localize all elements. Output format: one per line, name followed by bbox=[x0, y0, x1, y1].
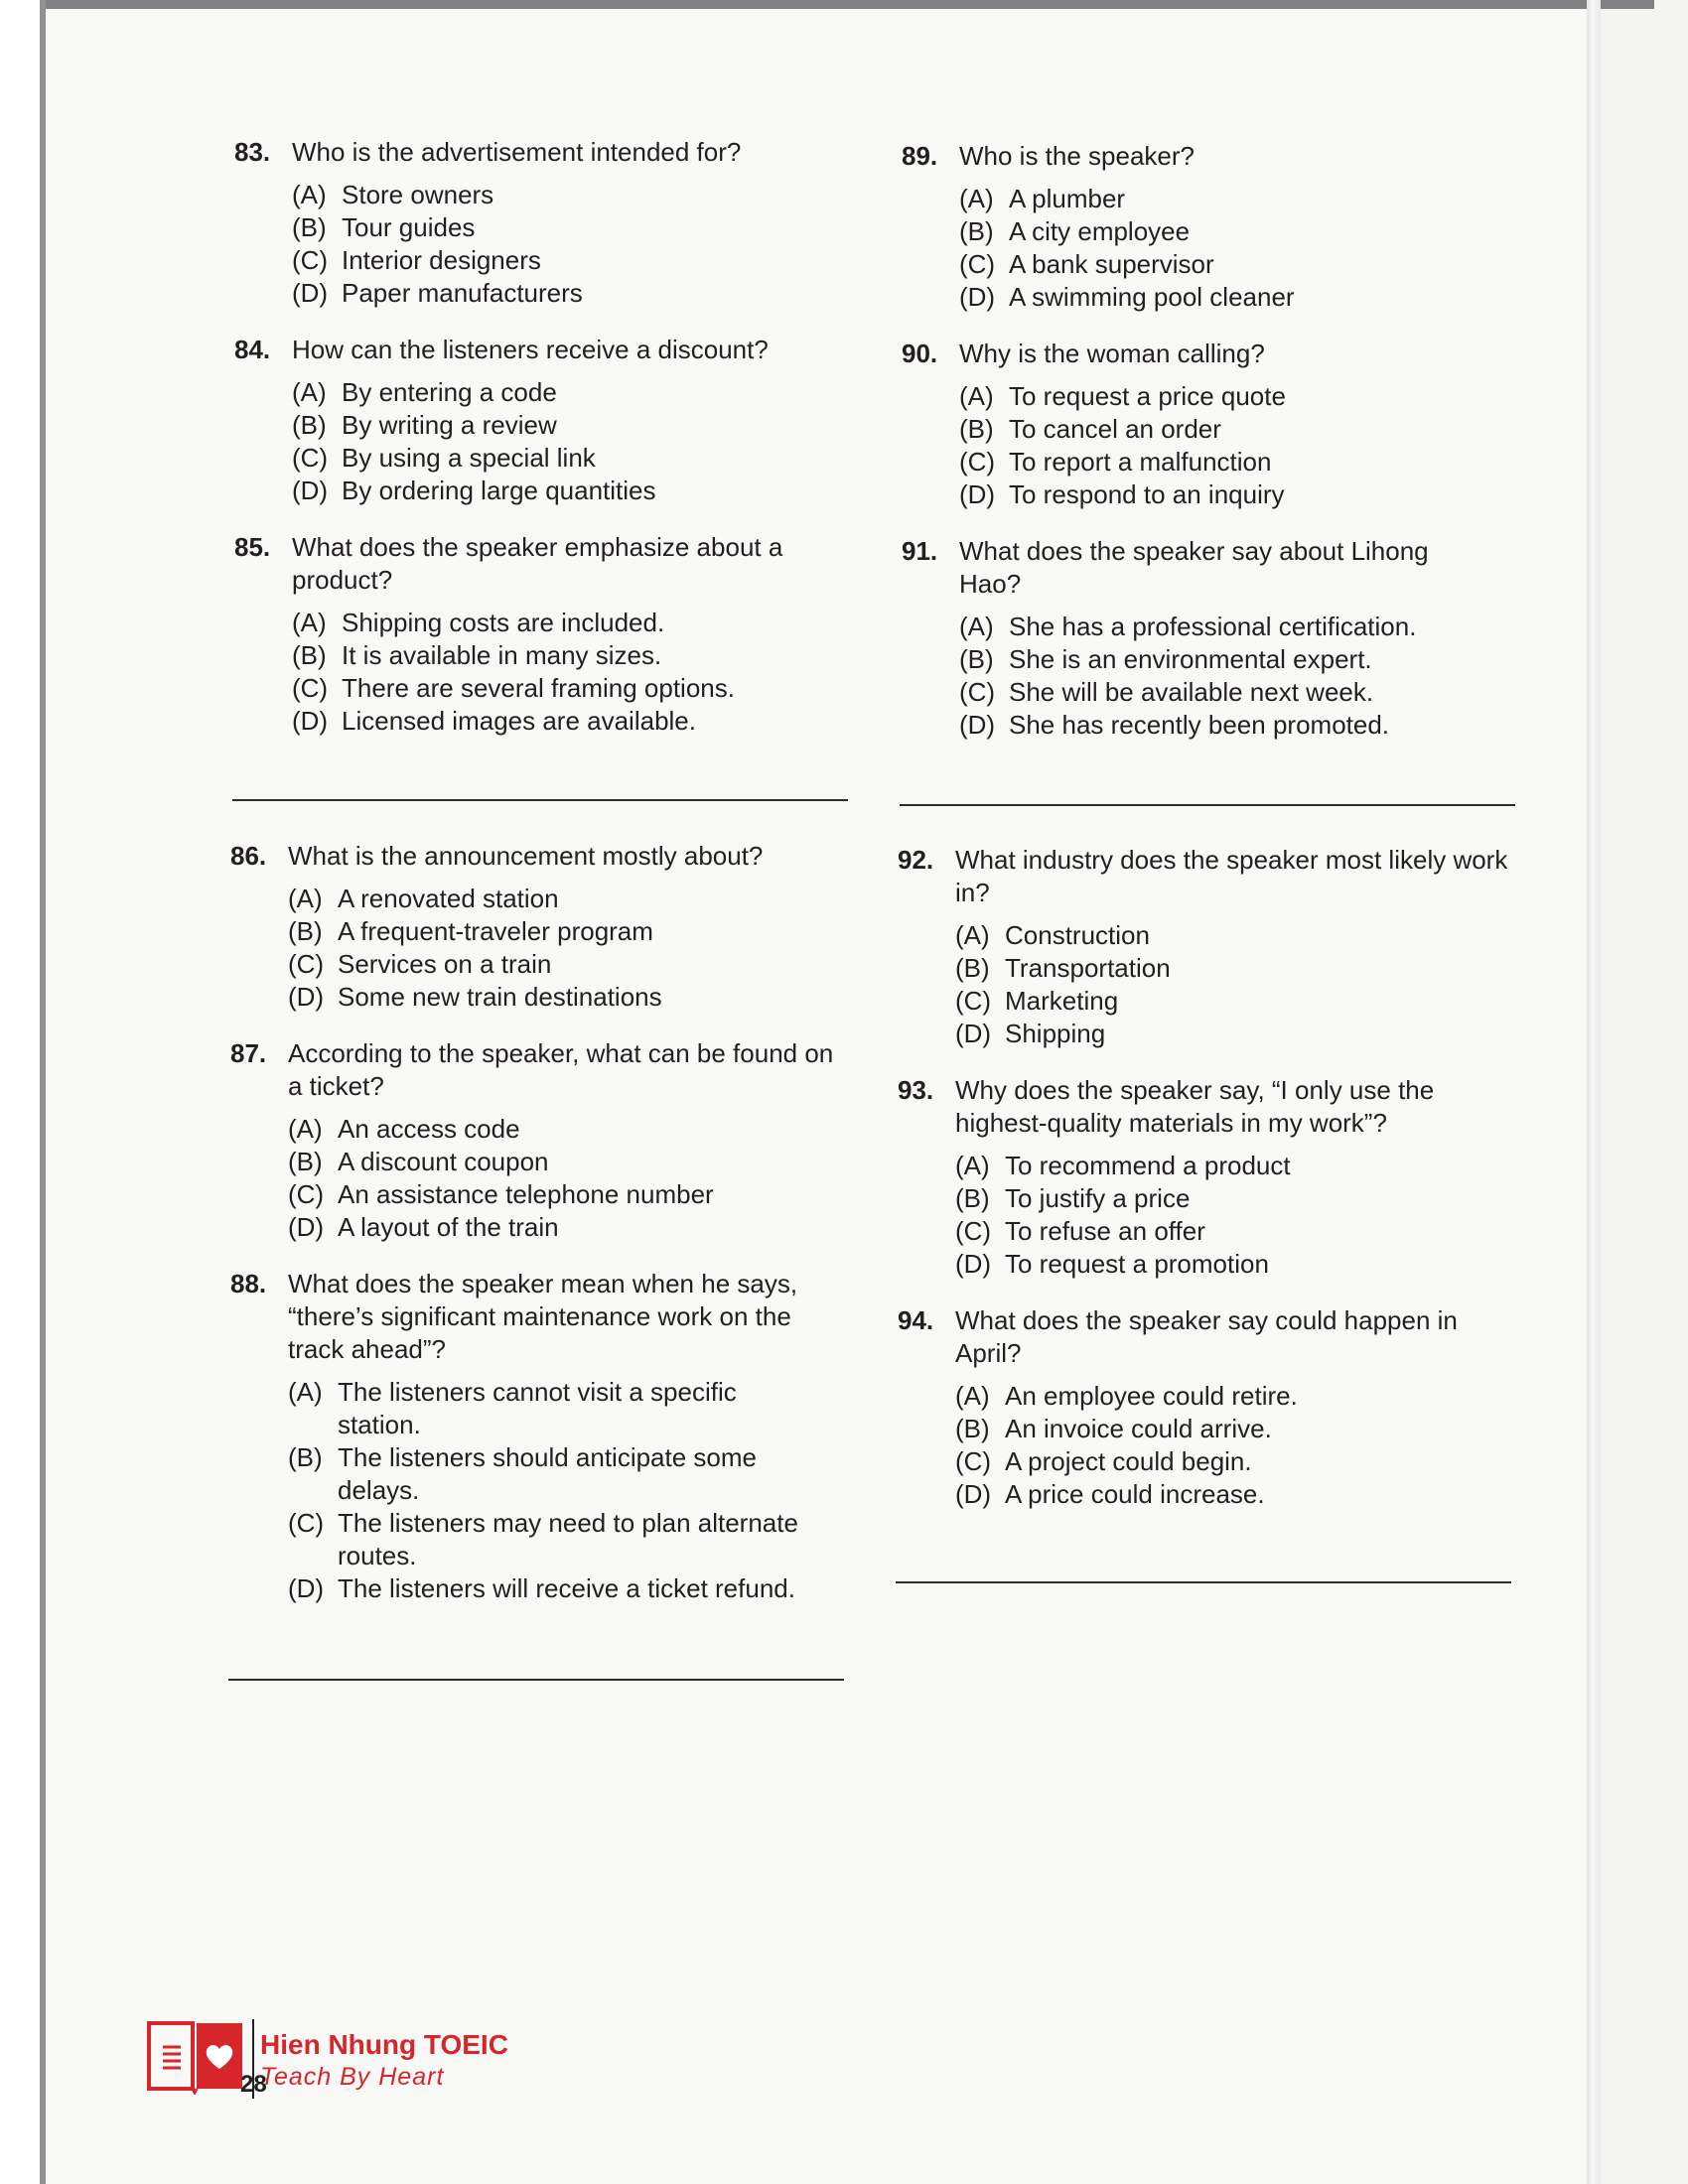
answer-option[interactable]: (A) To recommend a product bbox=[955, 1151, 1291, 1180]
scan-edge-top bbox=[46, 0, 1654, 9]
brand-slogan: Teach By Heart bbox=[260, 2063, 445, 2091]
answer-option[interactable]: (A) To request a price quote bbox=[959, 381, 1286, 411]
question-number: 90. bbox=[902, 339, 938, 368]
answer-options bbox=[902, 183, 1517, 314]
question-text: What does the speaker mean when he says, “there’s significant maintenance work on the track ahead”? bbox=[288, 1269, 798, 1364]
answer-option[interactable]: (C) She will be available next week. bbox=[959, 677, 1374, 707]
answer-options bbox=[902, 611, 1517, 742]
answer-option[interactable]: (C) An assistance telephone number bbox=[288, 1179, 714, 1209]
answer-option[interactable]: (B) It is available in many sizes. bbox=[292, 640, 662, 670]
answer-option[interactable]: (B) A frequent-traveler program bbox=[288, 916, 653, 946]
answer-option[interactable]: (C) A bank supervisor bbox=[959, 249, 1214, 279]
brand-name: Hien Nhung TOEIC bbox=[260, 2029, 508, 2060]
question-83 bbox=[234, 136, 850, 310]
page-fold-shadow bbox=[1587, 0, 1601, 2184]
answer-options bbox=[902, 380, 1517, 511]
answer-option[interactable]: (B) The listeners should anticipate some delays. bbox=[288, 1442, 758, 1505]
answer-option[interactable]: (D) A layout of the train bbox=[288, 1212, 559, 1242]
question-text: What does the speaker say about Lihong Hao? bbox=[959, 536, 1429, 599]
answer-option[interactable]: (A) An employee could retire. bbox=[955, 1381, 1298, 1411]
question-94 bbox=[898, 1304, 1513, 1511]
question-86 bbox=[230, 840, 846, 1014]
question-number: 85. bbox=[234, 532, 271, 562]
question-93 bbox=[898, 1074, 1513, 1281]
question-text: How can the listeners receive a discount? bbox=[292, 335, 769, 364]
question-85 bbox=[234, 531, 850, 738]
answer-options bbox=[234, 179, 850, 310]
left-column-group-2 bbox=[230, 840, 846, 1605]
question-text: What does the speaker say could happen in April? bbox=[955, 1305, 1458, 1368]
answer-option[interactable]: (D) She has recently been promoted. bbox=[959, 710, 1390, 740]
answer-option[interactable]: (A) An access code bbox=[288, 1114, 520, 1144]
section-divider bbox=[896, 1581, 1511, 1583]
answer-option[interactable]: (B) An invoice could arrive. bbox=[955, 1414, 1272, 1443]
left-column-group-1 bbox=[234, 136, 850, 738]
question-text: Who is the advertisement intended for? bbox=[292, 137, 742, 167]
question-text: Who is the speaker? bbox=[959, 141, 1196, 171]
answer-option[interactable]: (D) To respond to an inquiry bbox=[959, 479, 1285, 509]
question-90 bbox=[902, 338, 1517, 511]
answer-options bbox=[234, 376, 850, 507]
answer-options bbox=[898, 919, 1513, 1050]
answer-option[interactable]: (D) Shipping bbox=[955, 1019, 1106, 1048]
question-text: What is the announcement mostly about? bbox=[288, 841, 764, 871]
question-text: What industry does the speaker most likely work in? bbox=[955, 845, 1508, 907]
answer-option[interactable]: (D) Some new train destinations bbox=[288, 982, 662, 1012]
answer-options bbox=[230, 1376, 846, 1605]
answer-options bbox=[234, 607, 850, 738]
answer-option[interactable]: (A) A plumber bbox=[959, 184, 1126, 213]
question-number: 87. bbox=[230, 1038, 267, 1068]
question-number: 84. bbox=[234, 335, 271, 364]
answer-option[interactable]: (C) The listeners may need to plan alternate routes. bbox=[288, 1508, 798, 1570]
right-column-group-2 bbox=[898, 844, 1513, 1511]
answer-option[interactable]: (B) By writing a review bbox=[292, 410, 557, 440]
scan-edge-left bbox=[0, 0, 46, 2184]
question-number: 83. bbox=[234, 137, 271, 167]
answer-option[interactable]: (C) Marketing bbox=[955, 986, 1119, 1016]
section-divider bbox=[232, 799, 848, 801]
answer-options bbox=[230, 1113, 846, 1244]
answer-option[interactable]: (C) Interior designers bbox=[292, 245, 541, 275]
answer-option[interactable]: (B) She is an environmental expert. bbox=[959, 644, 1372, 674]
answer-option[interactable]: (B) To cancel an order bbox=[959, 414, 1221, 444]
answer-options bbox=[230, 883, 846, 1014]
answer-option[interactable]: (C) To refuse an offer bbox=[955, 1216, 1205, 1246]
page-number: 28 bbox=[240, 2071, 267, 2098]
right-column-group-1 bbox=[902, 140, 1517, 742]
question-text: According to the speaker, what can be found on a ticket? bbox=[288, 1038, 834, 1101]
question-number: 89. bbox=[902, 141, 938, 171]
answer-option[interactable]: (D) Paper manufacturers bbox=[292, 278, 583, 308]
answer-option[interactable]: (D) The listeners will receive a ticket refund. bbox=[288, 1573, 795, 1603]
answer-option[interactable]: (C) By using a special link bbox=[292, 443, 596, 473]
answer-option[interactable]: (B) Transportation bbox=[955, 953, 1171, 983]
section-divider bbox=[900, 804, 1515, 806]
answer-options bbox=[898, 1380, 1513, 1511]
answer-option[interactable]: (A) Store owners bbox=[292, 180, 494, 209]
section-divider bbox=[228, 1679, 844, 1681]
answer-option[interactable]: (A) The listeners cannot visit a specific station. bbox=[288, 1377, 737, 1439]
question-text: Why does the speaker say, “I only use the highest-quality materials in my work”? bbox=[955, 1075, 1435, 1138]
answer-options bbox=[898, 1150, 1513, 1281]
question-88 bbox=[230, 1268, 846, 1605]
answer-option[interactable]: (A) Construction bbox=[955, 920, 1150, 950]
question-text: Why is the woman calling? bbox=[959, 339, 1265, 368]
answer-option[interactable]: (D) By ordering large quantities bbox=[292, 476, 656, 505]
question-92 bbox=[898, 844, 1513, 1050]
answer-option[interactable]: (D) A swimming pool cleaner bbox=[959, 282, 1295, 312]
question-89 bbox=[902, 140, 1517, 314]
answer-option[interactable]: (A) By entering a code bbox=[292, 377, 557, 407]
answer-option[interactable]: (D) A price could increase. bbox=[955, 1479, 1265, 1509]
answer-option[interactable]: (B) A city employee bbox=[959, 216, 1191, 246]
question-number: 94. bbox=[898, 1305, 934, 1335]
answer-option[interactable]: (C) There are several framing options. bbox=[292, 673, 735, 703]
answer-option[interactable]: (B) A discount coupon bbox=[288, 1147, 549, 1176]
question-84 bbox=[234, 334, 850, 507]
book-heart-icon bbox=[147, 2017, 244, 2095]
answer-option[interactable]: (B) Tour guides bbox=[292, 212, 476, 242]
answer-option[interactable]: (A) A renovated station bbox=[288, 884, 559, 913]
answer-option[interactable]: (C) To report a malfunction bbox=[959, 447, 1272, 477]
question-number: 93. bbox=[898, 1075, 934, 1105]
question-text: What does the speaker emphasize about a product? bbox=[292, 532, 783, 595]
answer-option[interactable]: (D) Licensed images are available. bbox=[292, 706, 696, 736]
question-number: 88. bbox=[230, 1269, 267, 1298]
answer-option[interactable]: (C) Services on a train bbox=[288, 949, 552, 979]
question-91 bbox=[902, 535, 1517, 742]
answer-option[interactable]: (A) Shipping costs are included. bbox=[292, 608, 665, 637]
answer-option[interactable]: (A) She has a professional certification. bbox=[959, 612, 1417, 641]
question-87 bbox=[230, 1037, 846, 1244]
answer-option[interactable]: (C) A project could begin. bbox=[955, 1446, 1252, 1476]
answer-option[interactable]: (D) To request a promotion bbox=[955, 1249, 1269, 1279]
question-number: 91. bbox=[902, 536, 938, 566]
answer-option[interactable]: (B) To justify a price bbox=[955, 1183, 1191, 1213]
question-number: 86. bbox=[230, 841, 267, 871]
question-number: 92. bbox=[898, 845, 934, 875]
